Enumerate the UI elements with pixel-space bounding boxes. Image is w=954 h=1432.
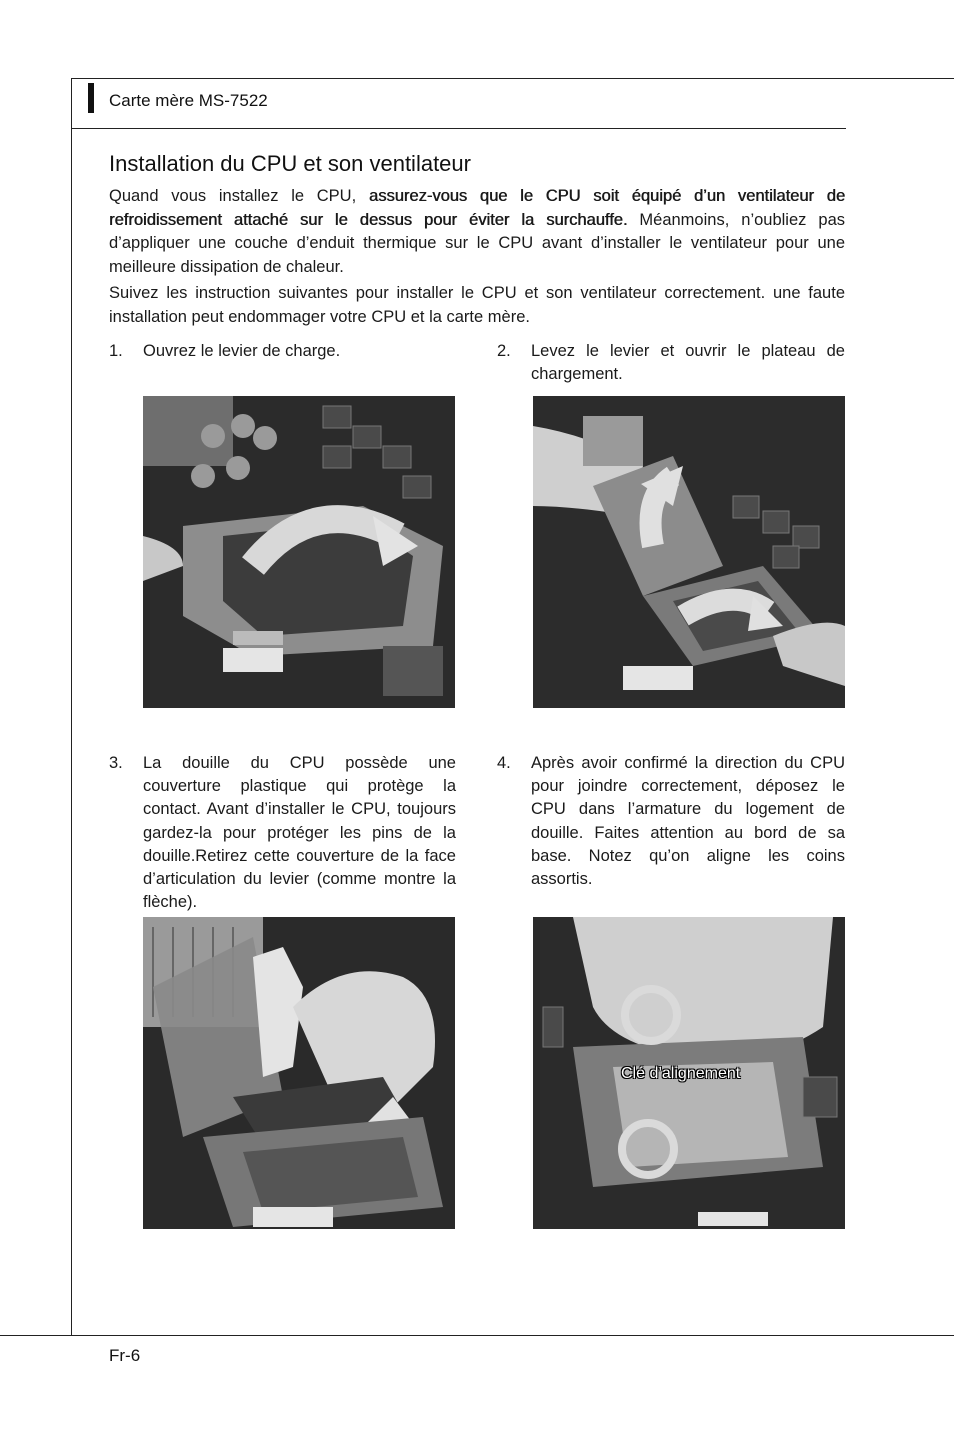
photo-illustration	[143, 396, 455, 708]
step-text: La douille du CPU possède une couverture plastique qui protège la contact. Avant d’installer le CPU, toujours gardez-la pour protéger les pins de la douille.Retirez cette couverture de la face d’articulation du levier (comme montre la flèche).	[143, 754, 456, 912]
intro-paragraph-2: Suivez les instruction suivantes pour installer le CPU et son ventilateur correctement. une faute installation peut endommager votre CPU et la carte mère.	[109, 284, 845, 326]
photo-remove-socket-cover	[143, 917, 455, 1229]
step-text: Levez le levier et ouvrir le plateau de chargement.	[531, 342, 845, 384]
photo-illustration	[143, 917, 455, 1229]
header-rule	[72, 128, 846, 129]
photo-illustration	[533, 396, 845, 708]
header-marker-bar	[88, 83, 94, 113]
section-title: Installation du CPU et son ventilateur	[109, 151, 471, 176]
step-text: Après avoir confirmé la direction du CPU pour joindre correctement, déposez le CPU dans l’armature du logement de douille. Faites attention au bord de sa base. Notez qu’on aligne les coins assortis.	[531, 754, 845, 889]
photo-raise-lever-open-plate	[533, 396, 845, 708]
left-margin-rule	[71, 78, 72, 1336]
step-number: 2.	[497, 342, 511, 360]
photo-place-cpu-alignment	[533, 917, 845, 1229]
running-header: Carte mère MS-7522	[109, 91, 268, 110]
intro-emphasis: assurez-vous que le CPU soit équipé d’un ventilateur de refroidissement attaché sur le dessus pour éviter la surchauffe.	[109, 187, 845, 229]
step-text: Ouvrez le levier de charge.	[143, 342, 341, 360]
step-number: 4.	[497, 754, 511, 772]
step-number: 1.	[109, 342, 123, 360]
page-number: Fr-6	[109, 1346, 141, 1365]
alignment-key-label: Clé d’alignement	[621, 1065, 741, 1082]
photo-open-load-lever	[143, 396, 455, 708]
intro-paragraph-1	[109, 185, 845, 279]
step-number: 3.	[109, 754, 123, 772]
bottom-rule	[0, 1335, 954, 1336]
top-rule	[72, 78, 954, 79]
intro-text-end: Méanmoins, n’oubliez pas d’appliquer une couche d’enduit thermique sur le CPU avant d’installer le ventilateur pour une meilleure dissipation de chaleur.	[109, 210, 845, 276]
intro-text-start: Quand vous installez le CPU,	[109, 187, 369, 205]
